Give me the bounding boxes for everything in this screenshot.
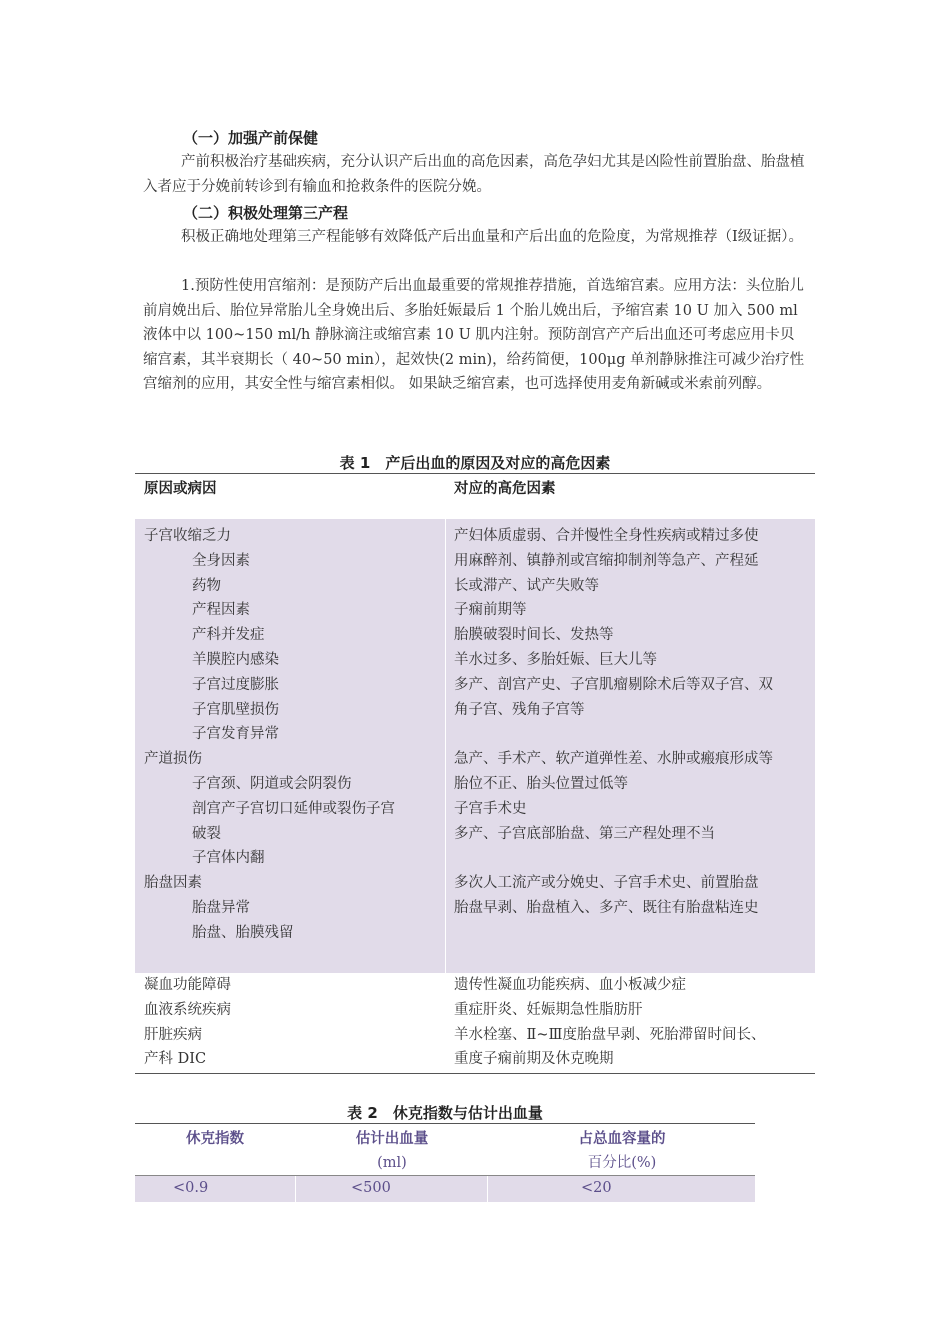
table1-header-cause: 原因或病因 [144,481,217,497]
table1-cell-line: 胎盘异常 [192,899,250,916]
table1-cell-line: 羊膜腔内感染 [192,651,279,668]
table1-plain-causes [144,973,444,1072]
table2-cell-divider [487,1176,488,1202]
table1-cell-line: 胎膜破裂时间长、发热等 [454,627,614,644]
table1-cell-line: 凝血功能障碍 [144,977,231,993]
table1-bottom-rule [135,1073,815,1074]
table1-cell-line: 胎盘因素 [144,875,202,892]
table1-shaded-causes [144,524,444,946]
table1-cell-line [454,722,814,747]
table1-cell-line: 子宫过度膨胀 [192,676,279,693]
table2 [135,1123,755,1203]
table1-cell-line: 羊水栓塞、Ⅱ~Ⅲ度胎盘早剥、死胎滞留时间长、 [454,1026,766,1043]
paragraph-prenatal-care: 产前积极治疗基础疾病，充分认识产后出血的高危因素，高危孕妇尤其是凶险性前置胎盘、胎盘植入者应于分娩前转诊到有输血和抢救条件的医院分娩。 [143,154,805,195]
table1-cell-line [454,846,814,871]
section-heading-third-stage: （二）积极处理第三产程 [183,204,349,222]
table1-cell-line: 子宫手术史 [454,800,527,817]
table1-cell-line: 血液系统疾病 [144,1001,231,1018]
table1-cell-line: 角子宫、残角子宫等 [454,701,585,718]
table2-header-percentage-label: 占总血容量的 [578,1131,666,1147]
paragraph-third-stage: 积极正确地处理第三产程能够有效降低产后出血量和产后出血的危险度，为常规推荐（Ⅰ级证据）。 [181,229,803,245]
table1-cell-line: 肝脏疾病 [144,1026,202,1043]
table1-cell-line: 遗传性凝血功能疾病、血小板减少症 [454,977,686,993]
table2-header-percentage-unit: 百分比(%) [587,1155,657,1171]
table1-cell-line: 剖宫产子宫切口延伸或裂伤子宫 [192,800,395,817]
table1-cell-line: 产科并发症 [192,627,265,644]
table1-cell-line: 重度子痫前期及休克晚期 [454,1051,614,1068]
table1-cell-line: 全身因素 [192,552,250,569]
table1-cell-line: 子宫颈、阴道或会阴裂伤 [192,775,352,792]
table1-caption: 表 1 产后出血的原因及对应的高危因素 [339,454,611,472]
table2-cell-percentage: <20 [581,1180,612,1196]
paragraph-uterotonics: 1.预防性使用宫缩剂：是预防产后出血最重要的常规推荐措施，首选缩宫素。应用方法：头位胎儿前肩娩出后、胎位异常胎儿全身娩出后、多胎妊娠最后 1 个胎儿娩出后，予缩宫素 10 U 加入 500 ml 液体中以 100~150 ml/h 静脉滴注或缩宫素 10 U 肌内注射。预防剖宫产产后出血还可考虑应用卡贝缩宫素，其半衰期长（ 40~50 min），起效快(2 min)，给药简便，100μg 单剂静脉推注可减少治疗性宫缩剂的应用，其安全性与缩宫素相似。 如果缺乏缩宫素，也可选择使用麦角新碱或米索前列醇。 [143,278,805,392]
table2-cell-shock-index: <0.9 [173,1180,209,1196]
table1-cell-line: 羊水过多、多胎妊娠、巨大儿等 [454,651,657,668]
table2-top-rule [135,1123,755,1124]
table1 [135,473,815,1075]
table1-cell-line: 胎盘、胎膜残留 [192,924,294,941]
table1-cell-line: 重症肝炎、妊娠期急性脂肪肝 [454,1001,643,1018]
table2-header-blood-loss [297,1127,487,1175]
table2-header-blood-loss-unit: (ml) [377,1155,407,1171]
table-row [135,1176,755,1202]
table1-cell-line: 产程因素 [192,602,250,619]
table1-plain-risks [454,973,814,1072]
table1-cell-line: 子宫体内翻 [192,850,265,867]
table2-cell-blood-loss: <500 [351,1180,391,1196]
table1-cell-line: 长或滞产、试产失败等 [454,577,599,594]
table2-header-shock-index [135,1127,295,1151]
table1-top-rule [135,473,815,474]
table1-cell-line [454,921,814,946]
table1-cell-line: 多产、子宫底部胎盘、第三产程处理不当 [454,825,715,842]
table1-cell-line: 多次人工流产或分娩史、子宫手术史、前置胎盘 [454,875,759,892]
table1-cell-line: 胎位不正、胎头位置过低等 [454,775,628,792]
table1-cell-line: 药物 [192,577,221,594]
table1-cell-line: 破裂 [192,825,221,842]
table1-cell-line: 子宫收缩乏力 [144,528,231,544]
table2-header-percentage [489,1127,755,1175]
table1-cell-line: 急产、手术产、软产道弹性差、水肿或瘢痕形成等 [454,751,773,768]
table1-shaded-risks [454,524,814,946]
table1-header-risk: 对应的高危因素 [454,481,556,497]
section-heading-prenatal-care: （一）加强产前保健 [183,129,319,147]
table2-header-shock-index-label: 休克指数 [186,1131,244,1147]
table2-header-blood-loss-label: 估计出血量 [355,1131,429,1147]
table1-cell-line: 用麻醉剂、镇静剂或宫缩抑制剂等急产、产程延 [454,552,759,569]
table1-cell-line: 产妇体质虚弱、合并慢性全身性疾病或精过多使 [454,528,759,544]
table1-column-divider [445,519,446,973]
table1-cell-line: 子宫发育异常 [192,726,279,743]
table1-cell-line: 多产、剖宫产史、子宫肌瘤剔除术后等双子宫、双 [454,676,773,693]
table1-cell-line: 子宫肌壁损伤 [192,701,279,718]
table1-cell-line: 产道损伤 [144,751,202,768]
table2-cell-divider [295,1176,296,1202]
table1-cell-line: 子痫前期等 [454,602,527,619]
table2-caption: 表 2 休克指数与估计出血量 [347,1104,543,1122]
table1-cell-line: 胎盘早剥、胎盘植入、多产、既往有胎盘粘连史 [454,899,759,916]
table1-cell-line: 产科 DIC [144,1051,207,1068]
